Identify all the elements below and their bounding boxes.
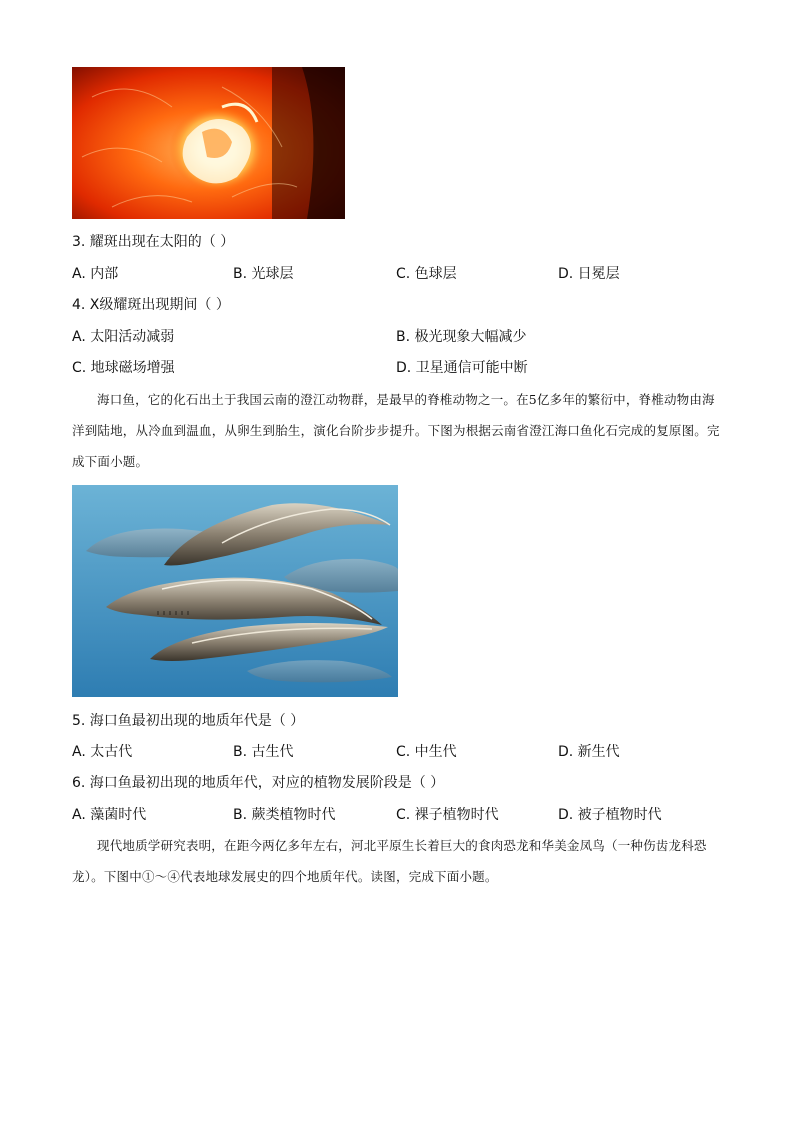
question-4-stem: 4. X级耀斑出现期间（ ）	[72, 297, 230, 313]
q5-option-c: C. 中生代	[396, 744, 457, 760]
q4-option-d: D. 卫星通信可能中断	[396, 360, 528, 376]
q6-option-a: A. 藻菌时代	[72, 807, 147, 823]
question-5-stem: 5. 海口鱼最初出现的地质年代是（ ）	[72, 713, 305, 729]
q6-option-c: C. 裸子植物时代	[396, 807, 499, 823]
passage-haikou-fish: 海口鱼，它的化石出土于我国云南的澄江动物群，是最早的脊椎动物之一。在5亿多年的繁衍中，脊椎动物由海洋到陆地，从冷血到温血，从卵生到胎生，演化台阶步步提升。下图为根据云南省澄江海口鱼化石完成的复原图。完成下面小题。	[72, 392, 720, 469]
q3-option-a: A. 内部	[72, 266, 119, 282]
question-6-stem: 6. 海口鱼最初出现的地质年代，对应的植物发展阶段是（ ）	[72, 775, 445, 791]
q4-option-c: C. 地球磁场增强	[72, 360, 175, 376]
question-3-stem: 3. 耀斑出现在太阳的（ ）	[72, 234, 235, 250]
q3-option-d: D. 日冕层	[558, 266, 620, 282]
haikou-fish-illustration	[72, 485, 398, 697]
q6-option-d: D. 被子植物时代	[558, 807, 662, 823]
passage-hebei-dinosaur: 现代地质学研究表明，在距今两亿多年左右，河北平原生长着巨大的食肉恐龙和华美金凤鸟（一种伤齿龙科恐龙）。下图中①～④代表地球发展史的四个地质年代。读图，完成下面小题。	[72, 838, 707, 884]
solar-flare-illustration	[72, 67, 345, 219]
solar-flare-image	[72, 67, 345, 219]
haikou-fish-image	[72, 485, 398, 697]
q4-option-a: A. 太阳活动减弱	[72, 329, 175, 345]
q5-option-d: D. 新生代	[558, 744, 620, 760]
q4-option-b: B. 极光现象大幅减少	[396, 329, 527, 345]
q6-option-b: B. 蕨类植物时代	[233, 807, 336, 823]
q3-option-c: C. 色球层	[396, 266, 457, 282]
q5-option-b: B. 古生代	[233, 744, 294, 760]
q3-option-b: B. 光球层	[233, 266, 294, 282]
q5-option-a: A. 太古代	[72, 744, 133, 760]
